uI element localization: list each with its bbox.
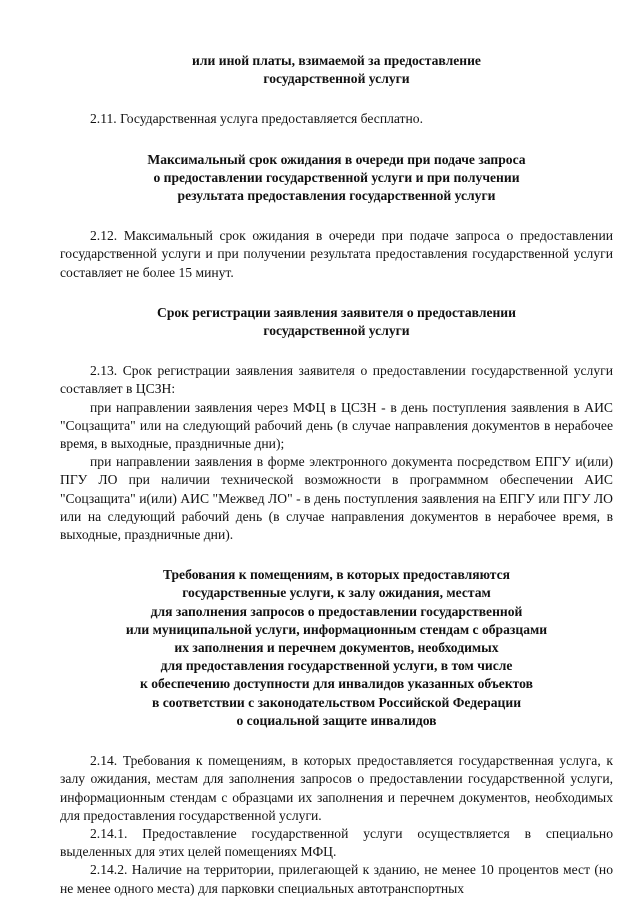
paragraph-2-14-1: 2.14.1. Предоставление государственной услуги осуществляется в специально выделенных для этих целей помещениях МФЦ. [60, 825, 613, 860]
heading-line: о предоставлении государственной услуги и при получении [153, 169, 520, 185]
heading-line: Максимальный срок ожидания в очереди при подаче запроса [147, 151, 526, 167]
paragraph-2-13-mfc: при направлении заявления через МФЦ в ЦСЗН - в день поступления заявления в АИС "Соцзащита" или на следующий рабочий день (в случае направления документов в нерабочее время, в выходные, праздничные дни); [60, 399, 613, 452]
heading-line: к обеспечению доступности для инвалидов указанных объектов [140, 676, 533, 692]
heading-line: результата предоставления государственной услуги [177, 188, 496, 204]
paragraph-2-11: 2.11. Государственная услуга предоставляется бесплатно. [90, 111, 423, 127]
heading-line: для предоставления государственной услуги, в том числе [160, 658, 513, 674]
heading-line: Срок регистрации заявления заявителя о предоставлении [157, 304, 516, 320]
heading-line: в соответствии с законодательством Российской Федерации [151, 694, 522, 710]
paragraph-2-13: 2.13. Срок регистрации заявления заявителя о предоставлении государственной услуги составляет в ЦСЗН: [60, 363, 613, 397]
heading-line: государственной услуги [263, 323, 410, 339]
section-heading-registration [60, 304, 613, 340]
section-heading-queue-time [60, 151, 613, 206]
heading-line: государственной услуги [263, 71, 410, 87]
section-heading-payment [60, 52, 613, 88]
heading-line: для заполнения запросов о предоставлении государственной [150, 603, 523, 619]
heading-line: их заполнения и перечнем документов, необходимых [174, 640, 499, 656]
section-heading-premises [60, 566, 613, 730]
paragraph-2-14: 2.14. Требования к помещениям, в которых предоставляется государственная услуга, к залу ожидания, местам для заполнения запросов о предоставлении государственной услуги, информационным стендам с образцами их заполнения и перечнем документов, необходимых для предоставления государственной услуги. [60, 753, 613, 823]
paragraph-2-13-electronic: при направлении заявления в форме электронного документа посредством ЕПГУ и(или) ПГУ ЛО при наличии технической возможности в программном обеспечении АИС "Соцзащита" и(или) АИС "Межвед ЛО" - в день поступления заявления на ЕПГУ или ПГУ ЛО или на следующий рабочий день (в случае направления документов в нерабочее время, в выходные, праздничные дни). [60, 454, 613, 543]
heading-line: Требования к помещениям, в которых предоставляются [162, 567, 511, 583]
heading-line: государственные услуги, к залу ожидания, местам [182, 585, 491, 601]
paragraph-2-12: 2.12. Максимальный срок ожидания в очереди при подаче запроса о предоставлении государственной услуги и при получении результата предоставления государственной услуги составляет не более 15 минут. [60, 228, 613, 280]
heading-line: или муниципальной услуги, информационным стендам с образцами [125, 621, 548, 637]
paragraph-2-14-2: 2.14.2. Наличие на территории, прилегающей к зданию, не менее 10 процентов мест (но не менее одного места) для парковки специальных автотранспортных [60, 862, 613, 896]
document-page [60, 52, 613, 898]
heading-line: или иной платы, взимаемой за предоставление [192, 53, 481, 68]
heading-line: о социальной защите инвалидов [236, 712, 437, 728]
